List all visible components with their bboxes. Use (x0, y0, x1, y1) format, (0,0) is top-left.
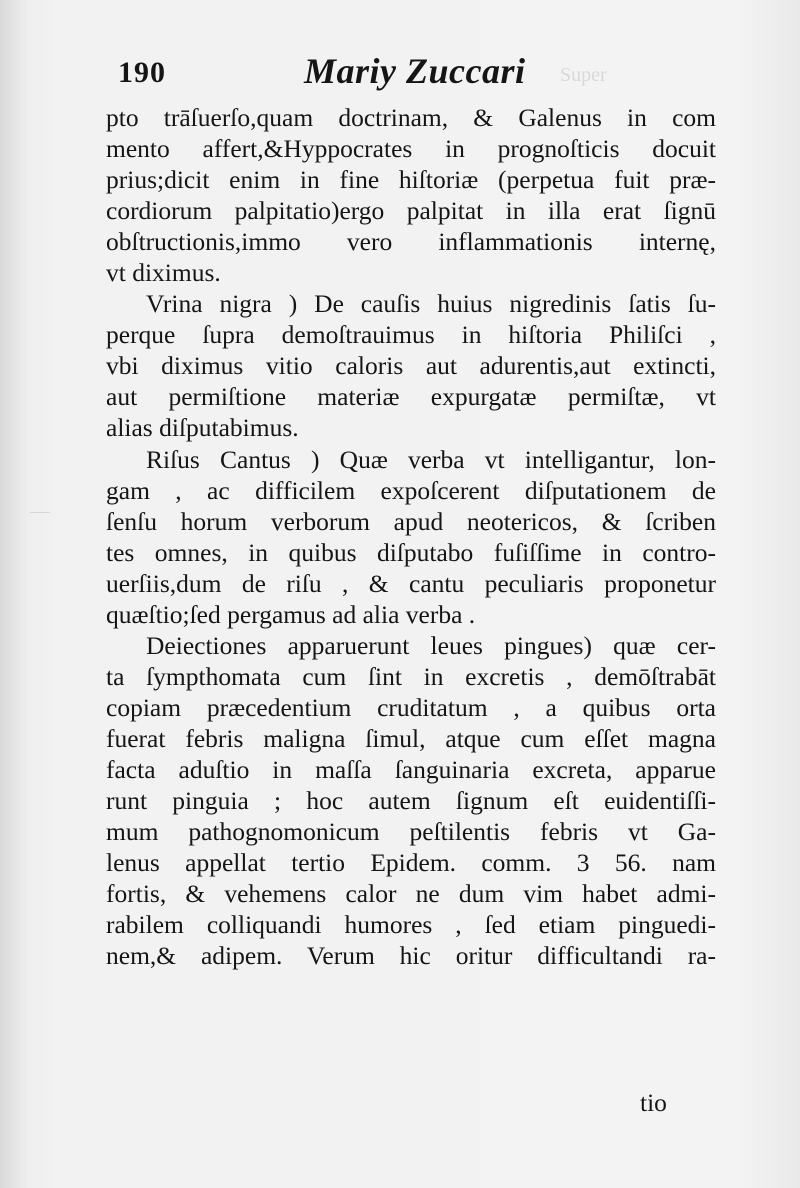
text-line: vbi diximus vitio caloris aut adurentis,aut extincti, (106, 351, 716, 381)
text-line: mum pathognomonicum peſtilentis febris vt Ga- (106, 817, 716, 847)
text-line: tes omnes, in quibus diſputabo fuſiſſime in contro- (106, 537, 716, 567)
catchword: tio (640, 1088, 667, 1117)
text-line: rabilem colliquandi humores , ſed etiam pinguedi- (106, 910, 716, 940)
text-line: copiam præcedentium cruditatum , a quibus orta (106, 692, 716, 722)
show-through-margin: — (30, 500, 50, 522)
page-header (118, 50, 718, 100)
text-line: uerſiis,dum de riſu , & cantu peculiaris proponetur (106, 568, 716, 598)
show-through-top: Super (560, 64, 607, 86)
text-line: lenus appellat tertio Epidem. comm. 3 56. nam (106, 848, 716, 878)
text-line: ta ſympthomata cum ſint in excretis , demōſtrabāt (106, 661, 716, 691)
text-line: Vrina nigra ) De cauſis huius nigredinis ſatis ſu- (146, 289, 716, 319)
text-line: mento affert,&Hyppocrates in prognoſticis docuit (106, 134, 716, 164)
text-line: fortis, & vehemens calor ne dum vim habet admi- (106, 879, 716, 909)
text-line: aut permiſtione materiæ expurgatæ permiſtæ, vt (106, 382, 716, 412)
text-line: gam , ac difficilem expoſcerent diſputationem de (106, 475, 716, 505)
text-line: ſenſu horum verborum apud neotericos, & ſcriben (106, 506, 716, 536)
page-number: 190 (118, 56, 166, 89)
text-line: Riſus Cantus ) Quæ verba vt intelligantur, lon- (146, 444, 716, 474)
text-line: Deiectiones apparuerunt leues pingues) quæ cer- (146, 630, 716, 660)
text-line: nem,& adipem. Verum hic oritur difficultandi ra- (106, 941, 716, 971)
text-line: pto trāſuerſo,quam doctrinam, & Galenus in com (106, 103, 716, 132)
text-line: cordiorum palpitatio)ergo palpitat in illa erat ſignū (106, 196, 716, 226)
text-line: alias diſputabimus. (106, 413, 299, 443)
text-line: runt pinguia ; hoc autem ſignum eſt euidentiſſi- (106, 786, 716, 816)
text-line: quæſtio;ſed pergamus ad alia verba . (106, 599, 476, 629)
running-title: Mariy Zuccari (304, 51, 526, 91)
text-line: vt diximus. (106, 258, 221, 288)
text-line: facta aduſtio in maſſa ſanguinaria excreta, apparue (106, 754, 716, 784)
text-line: perque ſupra demoſtrauimus in hiſtoria Philiſci , (106, 320, 716, 350)
text-line: obſtructionis,immo vero inflammationis internę, (106, 227, 716, 257)
text-line: fuerat febris maligna ſimul, atque cum eſſet magna (106, 723, 716, 753)
text-line: prius;dicit enim in fine hiſtoriæ (perpetua fuit præ- (106, 165, 716, 195)
body-text (106, 102, 716, 971)
